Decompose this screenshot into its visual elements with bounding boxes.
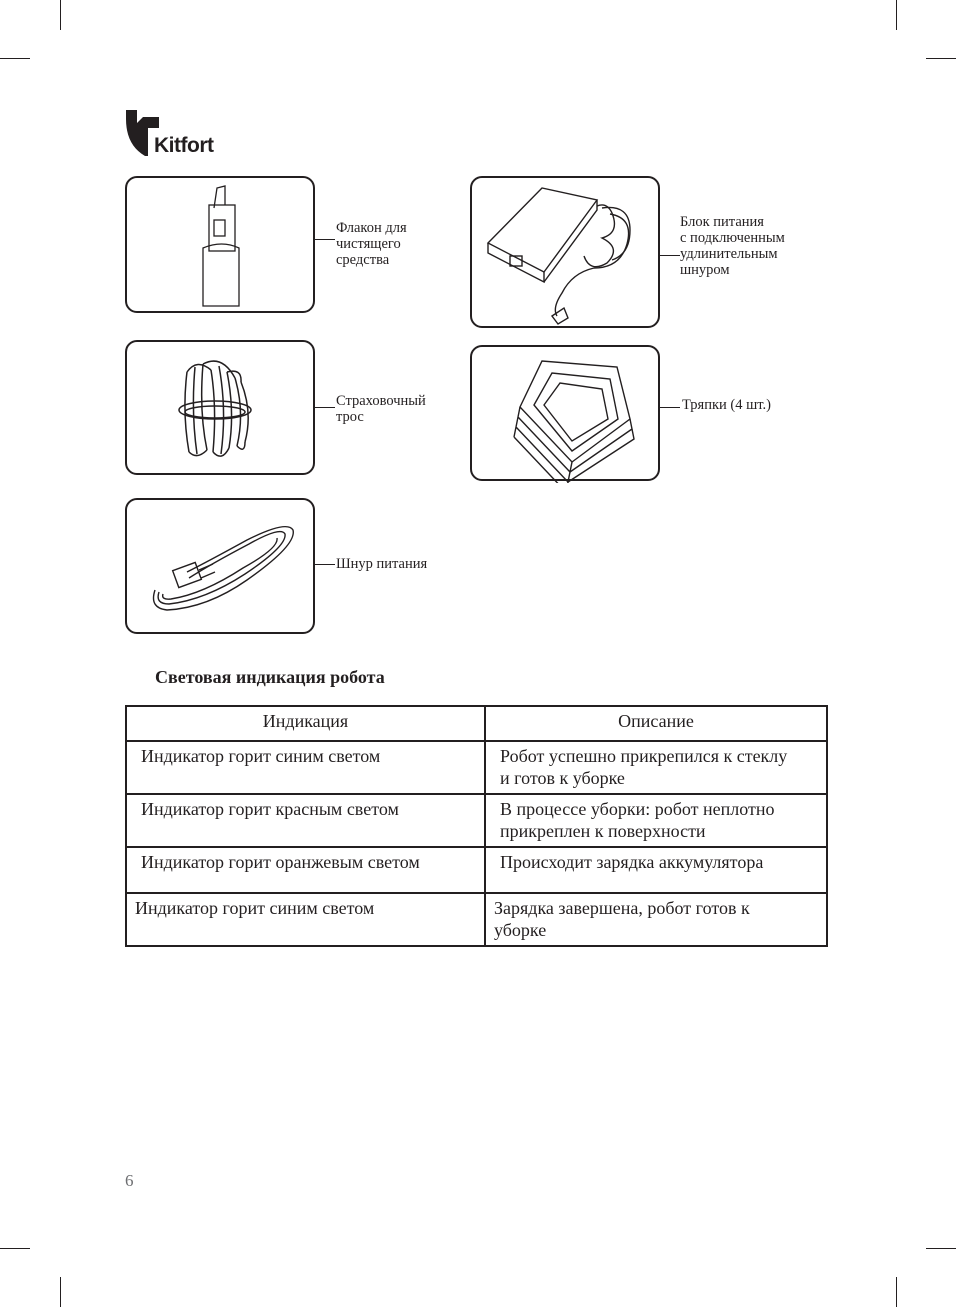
table-cell: Индикатор горит синим светом — [126, 741, 485, 794]
table-cell: В процессе уборки: робот неплотно прикреплен к поверхности — [485, 794, 827, 847]
crop-mark — [0, 1248, 30, 1249]
crop-mark — [60, 0, 61, 30]
page-number: 6 — [125, 1171, 134, 1190]
component-panel-bottle — [125, 176, 315, 313]
spray-bottle-icon — [127, 178, 317, 315]
label-rope: Страховочный трос — [336, 393, 426, 425]
leader-line — [315, 407, 335, 408]
indication-table — [125, 705, 828, 947]
power-adapter-icon — [472, 178, 662, 330]
leader-line — [315, 564, 335, 565]
leader-line — [660, 255, 680, 256]
table-cell: Происходит зарядка аккумулятора — [485, 847, 827, 893]
component-panel-pads — [470, 345, 660, 481]
table-row — [126, 794, 827, 847]
column-header: Описание — [485, 706, 827, 741]
column-header: Индикация — [126, 706, 485, 741]
table-cell: Индикатор горит оранжевым светом — [126, 847, 485, 893]
table-cell: Индикатор горит красным светом — [126, 794, 485, 847]
leader-line — [315, 239, 335, 240]
crop-mark — [926, 58, 956, 59]
component-panel-rope — [125, 340, 315, 475]
crop-mark — [0, 58, 30, 59]
table-cell: Зарядка завершена, робот готов к уборке — [485, 893, 827, 946]
label-adapter: Блок питания с подключенным удлинительным шнуром — [680, 214, 785, 278]
table-row — [126, 741, 827, 794]
crop-mark — [896, 0, 897, 30]
table-row — [126, 893, 827, 946]
safety-rope-icon — [127, 342, 317, 477]
label-bottle: Флакон для чистящего средства — [336, 220, 407, 268]
table-cell: Робот успешно прикрепился к стеклу и готов к уборке — [485, 741, 827, 794]
crop-mark — [926, 1248, 956, 1249]
section-title: Световая индикация робота — [155, 667, 385, 687]
cleaning-pads-icon — [472, 347, 662, 483]
table-row — [126, 847, 827, 893]
crop-mark — [896, 1277, 897, 1307]
label-pads: Тряпки (4 шт.) — [682, 397, 771, 413]
table-header-row — [126, 706, 827, 741]
component-panel-adapter — [470, 176, 660, 328]
crop-mark — [60, 1277, 61, 1307]
label-cord: Шнур питания — [336, 556, 428, 572]
component-panel-cord — [125, 498, 315, 634]
leader-line — [660, 407, 680, 408]
power-cord-icon — [127, 500, 317, 636]
brand-name: Kitfort — [154, 134, 214, 157]
table-cell: Индикатор горит синим светом — [126, 893, 485, 946]
